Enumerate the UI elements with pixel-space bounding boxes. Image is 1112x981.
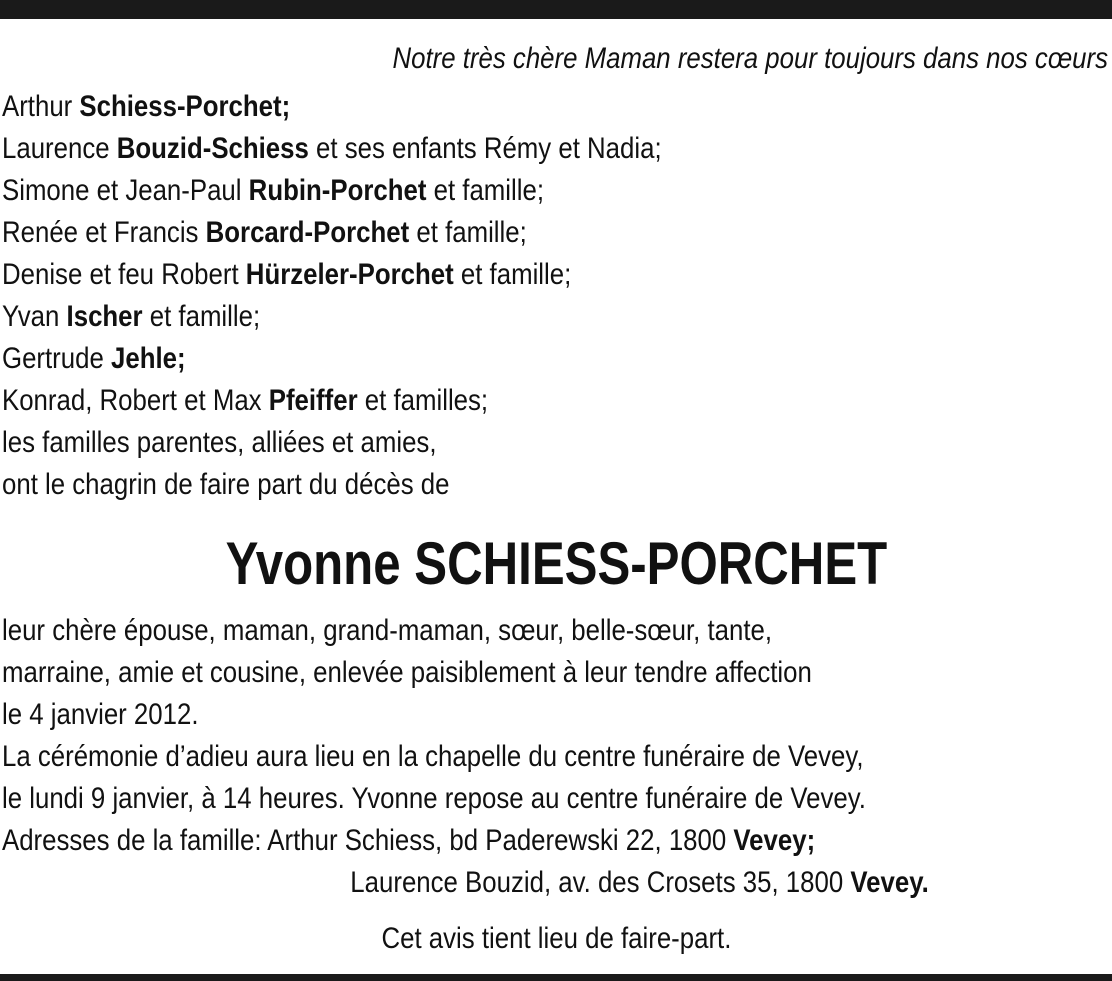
family-list: [2, 86, 1112, 506]
family-line: Gertrude Jehle;: [2, 342, 186, 375]
tribute-line: leur chère épouse, maman, grand-maman, sœur, belle-sœur, tante,: [2, 614, 773, 647]
ceremony-line: le lundi 9 janvier, à 14 heures. Yvonne repose au centre funéraire de Vevey.: [2, 782, 866, 815]
bottom-rule: [0, 974, 1112, 981]
family-line: Denise et feu Robert Hürzeler-Porchet et famille;: [2, 258, 572, 291]
deceased-name: Yvonne SCHIESS-PORCHET: [225, 530, 887, 597]
family-line: Arthur Schiess-Porchet;: [2, 90, 291, 123]
family-line: Laurence Bouzid-Schiess et ses enfants Rémy et Nadia;: [2, 132, 662, 165]
address-line: Laurence Bouzid, av. des Crosets 35, 1800 Vevey.: [350, 866, 929, 899]
family-line: Yvan Ischer et famille;: [2, 300, 261, 333]
family-line: Renée et Francis Borcard-Porchet et famille;: [2, 216, 527, 249]
epigraph: Notre très chère Maman restera pour toujours dans nos cœurs: [392, 42, 1108, 75]
notice-body: [2, 610, 1112, 904]
address-line: Adresses de la famille: Arthur Schiess, bd Paderewski 22, 1800 Vevey;: [2, 824, 816, 857]
tribute-line: marraine, amie et cousine, enlevée paisiblement à leur tendre affection: [2, 656, 812, 689]
family-line: Konrad, Robert et Max Pfeiffer et familles;: [2, 384, 489, 417]
closing-note: Cet avis tient lieu de faire-part.: [381, 922, 731, 955]
family-line: Simone et Jean-Paul Rubin-Porchet et famille;: [2, 174, 545, 207]
tribute-line: le 4 janvier 2012.: [2, 698, 199, 731]
relatives-line: les familles parentes, alliées et amies,: [2, 426, 437, 459]
ceremony-line: La cérémonie d’adieu aura lieu en la chapelle du centre funéraire de Vevey,: [2, 740, 864, 773]
announcement-line: ont le chagrin de faire part du décès de: [2, 468, 450, 501]
top-rule: [0, 0, 1112, 19]
